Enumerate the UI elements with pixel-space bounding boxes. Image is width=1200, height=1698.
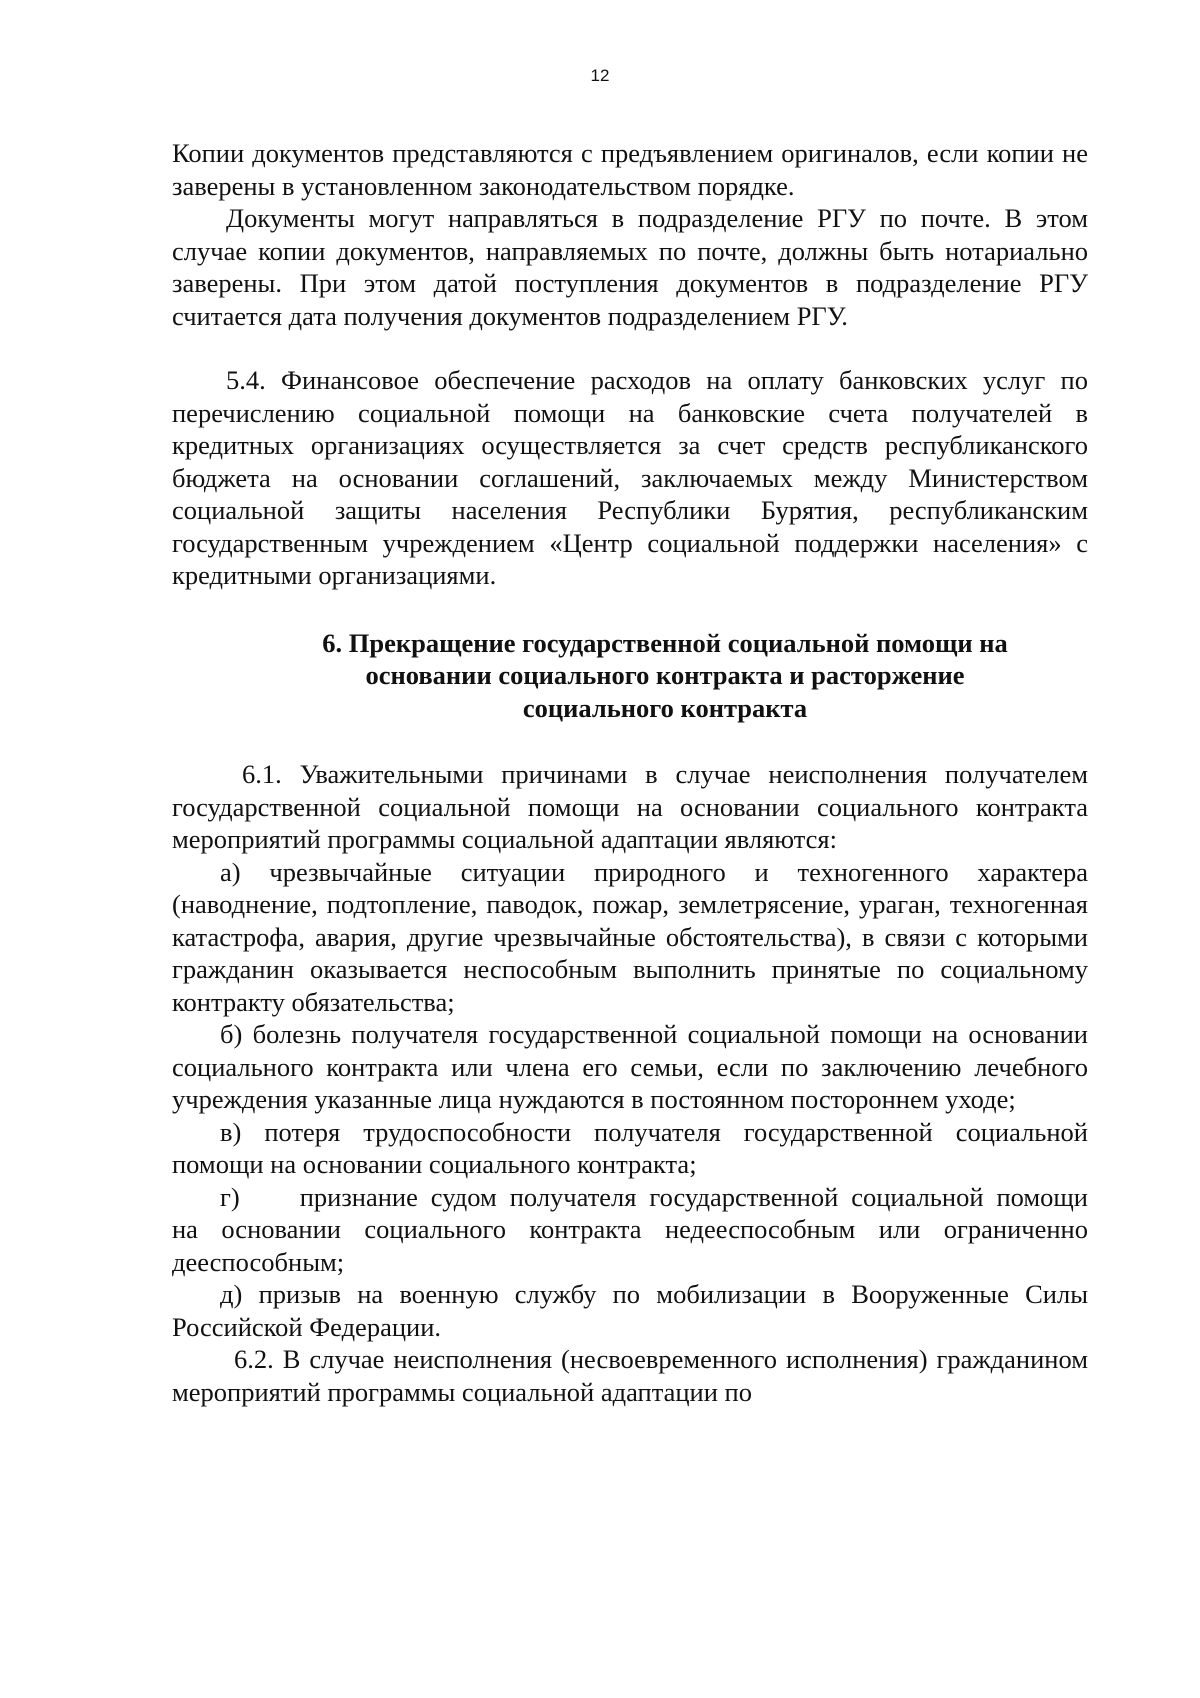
list-item-g-text: признание судом получателя государственной социальной помощи на основании социального контракта недееспособным или ограниченно дееспособным; — [172, 1181, 1088, 1277]
paragraph-5-4: 5.4. Финансовое обеспечение расходов на оплату банковских услуг по перечислению социальной помощи на банковские счета получателей в кредитных организациях осуществляется за счет средств республиканского бюджета на основании соглашений, заключаемых между Министерством социальной защиты населения Республики Бурятия, республиканским государственным учреждением «Центр социальной поддержки населения» с кредитными организациями. — [172, 365, 1088, 590]
section-6-heading — [172, 627, 1088, 725]
list-item-g — [172, 1181, 1088, 1279]
section-6-heading-line: основании социального контракта и расторжение — [365, 660, 965, 690]
section-6-heading-line: 6. Прекращение государственной социальной помощи на — [322, 627, 1008, 658]
section-6-heading-line: социального контракта — [522, 692, 808, 723]
paragraph-mail-delivery: Документы могут направляться в подразделение РГУ по почте. В этом случае копии документов, направляемых по почте, должны быть нотариально заверены. При этом датой поступления документов в подразделение РГУ считается дата получения документов подразделением РГУ. — [172, 203, 1088, 331]
paragraph-copies: Копии документов представляются с предъявлением оригиналов, если копии не заверены в установленном законодательством порядке. — [172, 138, 1088, 201]
list-item-g-label: г) — [220, 1181, 240, 1212]
paragraph-6-2: 6.2. В случае неисполнения (несвоевременного исполнения) гражданином мероприятий программы социальной адаптации по — [172, 1344, 1088, 1407]
page-number: 12 — [590, 66, 610, 85]
list-item-b: б) болезнь получателя государственной социальной помощи на основании социального контракта или члена его семьи, если по заключению лечебного учреждения указанные лица нуждаются в постоянном постороннем уходе; — [172, 1019, 1088, 1114]
list-item-d: д) призыв на военную службу по мобилизации в Вооруженные Силы Российской Федерации. — [172, 1279, 1088, 1342]
list-item-a: а) чрезвычайные ситуации природного и техногенного характера (наводнение, подтопление, паводок, пожар, землетрясение, ураган, техногенная катастрофа, авария, другие чрезвычайные обстоятельства), в связи с которыми гражданин оказывается неспособным выполнить принятые по социальному контракту обязательства; — [172, 856, 1088, 1017]
paragraph-6-1: 6.1. Уважительными причинами в случае неисполнения получателем государственной социальной помощи на основании социального контракта мероприятий программы социальной адаптации являются: — [172, 759, 1088, 854]
document-body — [172, 137, 1088, 1408]
list-item-v: в) потеря трудоспособности получателя государственной социальной помощи на основании социального контракта; — [172, 1116, 1088, 1179]
